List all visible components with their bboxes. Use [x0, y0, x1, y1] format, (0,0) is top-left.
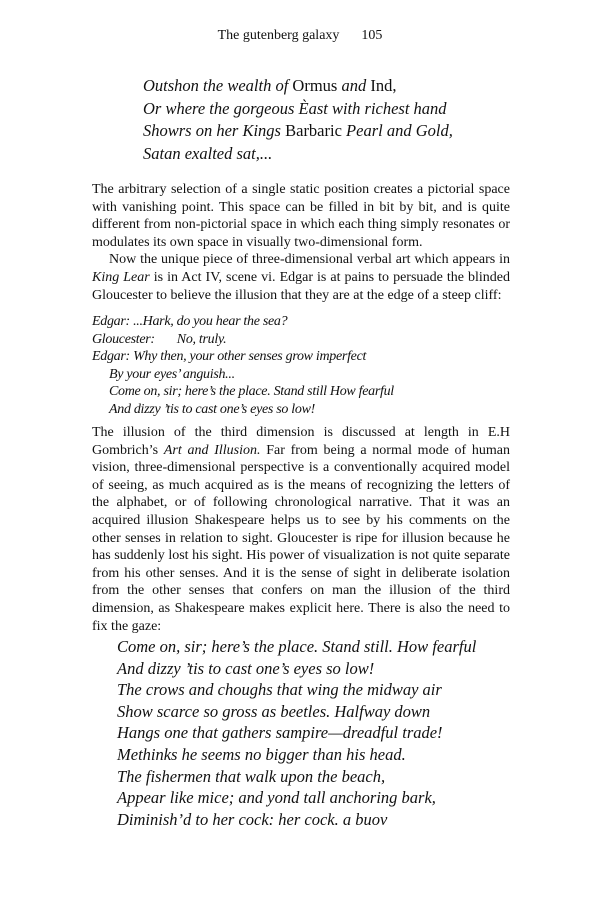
epigraph-verse: [143, 75, 453, 165]
verse-fragment: Showrs on her Kings: [143, 121, 286, 140]
verse-line: [143, 98, 453, 121]
block-quote-verse: [117, 636, 476, 830]
text-run: The illusion of the third dimension is discussed at length in E.H Gombrich’s: [92, 425, 510, 458]
speech: Why then, your other senses grow imperfect: [129, 349, 367, 364]
running-head: [0, 27, 600, 45]
verse-line: [143, 120, 453, 143]
verse-fragment: Pearl and Gold,: [346, 121, 453, 140]
work-title: Art and Illusion.: [163, 442, 261, 458]
verse-line: Methinks he seems no bigger than his head.: [117, 744, 406, 764]
body-text-section-2: [92, 424, 510, 635]
verse-fragment: Or where the gorgeous Èast with richest hand: [143, 98, 447, 118]
verse-line: [143, 143, 453, 166]
verse-fragment: Ind,: [370, 76, 397, 95]
page-number: 105: [361, 28, 383, 43]
work-title: King Lear: [92, 269, 150, 285]
verse-line: The fishermen that walk upon the beach,: [117, 766, 386, 786]
dialogue-line: [92, 313, 394, 331]
verse-line: The crows and choughs that wing the midway air: [117, 680, 442, 700]
text-run: Far from being a normal mode of human vision, three-dimensional perspective is a conventionally acquired model of seeing, as much acquired as is the means of recognizing the letters of the alphabet, or of following chronological narrative. That it was an acquired illusion Shakespeare helps us to see by his comments on the other senses in relation to sight. Gloucester is ripe for illusion because he has suddenly lost his sight. His power of visualization is not quite separate from his other senses. And it is the sense of sight in deliberate isolation from the other senses that confers on man the illusion of the third dimension, as Shakespeare makes explicit here. There is also the need to fix the gaze:: [92, 442, 511, 634]
speech: Come on, sir; here’s the place. Stand still How fearful: [109, 384, 394, 399]
dialogue-line: [92, 366, 394, 384]
speaker: Edgar:: [92, 314, 130, 329]
verse-fragment: Barbaric: [285, 121, 347, 140]
verse-line: Hangs one that gathers sampire—dreadful trade!: [117, 723, 443, 743]
running-head-title: The gutenberg galaxy: [217, 28, 340, 43]
paragraph: The arbitrary selection of a single static position creates a pictorial space with vanishing point. This space can be filled in bit by bit, and is quite different from non-pictorial space in which each thing simply resonates or modulates its own space in visually two-dimensional form.: [92, 182, 510, 250]
dialogue-line: [92, 348, 394, 366]
verse-line: Appear like mice; and yond tall anchoring bark,: [117, 788, 436, 808]
dialogue-line: [92, 383, 394, 401]
speech: And dizzy ’tis to cast one’s eyes so low!: [109, 401, 315, 417]
paragraph: [92, 251, 510, 304]
verse-line: Show scarce so gross as beetles. Halfway down: [117, 701, 431, 721]
dialogue-line: [92, 401, 394, 419]
dialogue-quote: [92, 313, 394, 418]
verse-line: And dizzy ’tis to cast one’s eyes so low!: [117, 658, 375, 678]
verse-fragment: Satan exalted sat,...: [143, 143, 273, 163]
speaker: Edgar:: [92, 349, 130, 364]
paragraph: [92, 424, 510, 635]
verse-line: Come on, sir; here’s the place. Stand still. How fearful: [117, 637, 477, 656]
text-run: Now the unique piece of three-dimensional verbal art which appears in: [109, 252, 510, 268]
verse-line: [143, 75, 453, 98]
verse-line: Diminish’d to her cock: her cock. a buov: [117, 809, 388, 829]
dialogue-line: [92, 331, 394, 349]
verse-fragment: Ormus: [292, 76, 342, 95]
text-run: is in Act IV, scene vi. Edgar is at pains to persuade the blinded Gloucester to believe the illusion that they are at the edge of a steep cliff:: [92, 269, 510, 303]
speech: By your eyes’ anguish...: [109, 366, 235, 382]
body-text-section-1: [92, 181, 510, 304]
verse-fragment: Outshon the wealth of: [143, 76, 293, 95]
verse-fragment: and: [341, 76, 371, 95]
speech: ...Hark, do you hear the sea?: [129, 314, 288, 329]
speaker: Gloucester:: [92, 331, 155, 347]
speech: No, truly.: [176, 331, 227, 347]
